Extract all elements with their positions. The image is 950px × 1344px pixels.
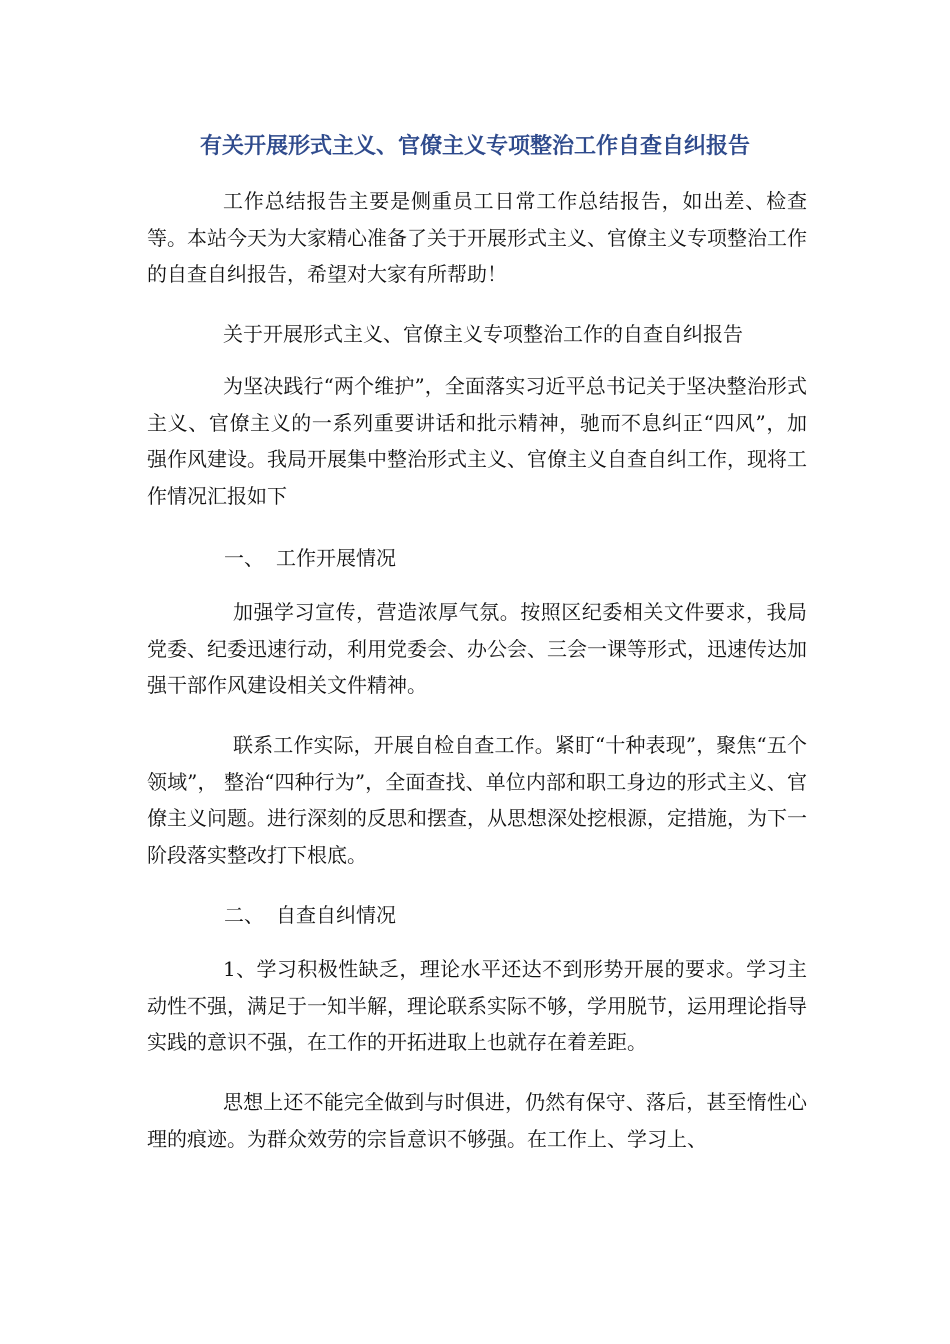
section-number: 二、 bbox=[224, 903, 264, 927]
document-title: 有关开展形式主义、官僚主义专项整治工作自查自纠报告 bbox=[199, 134, 750, 159]
section-heading-2 bbox=[224, 897, 396, 934]
intro-paragraph: 工作总结报告主要是侧重员工日常工作总结报告，如出差、检查等。本站今天为大家精心准备了关于开展形式主义、官僚主义专项整治工作的自查自纠报告，希望对大家有所帮助！ bbox=[147, 189, 807, 286]
section-heading-text: 自查自纠情况 bbox=[276, 903, 396, 927]
preamble-paragraph: 为坚决践行“两个维护”，全面落实习近平总书记关于坚决整治形式主义、官僚主义的一系列重要讲话和批示精神，驰而不息纠正“四风”，加强作风建设。我局开展集中整治形式主义、官僚主义自查自纠工作，现将工作情况汇报如下 bbox=[147, 374, 807, 508]
section2-paragraph-1: 1、学习积极性缺乏，理论水平还达不到形势开展的要求。学习主动性不强，满足于一知半解，理论联系实际不够，学用脱节，运用理论指导实践的意识不强，在工作的开拓进取上也就存在着差距。 bbox=[147, 957, 807, 1054]
section1-paragraph-2: 联系工作实际，开展自检自查工作。紧盯“十种表现”，聚焦“五个领域”， 整治“四种行为”，全面查找、单位内部和职工身边的形式主义、官僚主义问题。进行深刻的反思和摆查，从思想深处挖根源，定措施，为下一阶段落实整改打下根底。 bbox=[147, 733, 807, 867]
section1-paragraph-1: 加强学习宣传，营造浓厚气氛。按照区纪委相关文件要求，我局党委、纪委迅速行动，利用党委会、办公会、三会一课等形式，迅速传达加强干部作风建设相关文件精神。 bbox=[147, 600, 807, 697]
section-number: 一、 bbox=[224, 546, 264, 570]
subtitle-paragraph: 关于开展形式主义、官僚主义专项整治工作的自查自纠报告 bbox=[223, 322, 743, 346]
section2-paragraph-2: 思想上还不能完全做到与时俱进，仍然有保守、落后，甚至惰性心理的痕迹。为群众效劳的宗旨意识不够强。在工作上、学习上、 bbox=[147, 1090, 807, 1151]
section-heading-1 bbox=[224, 540, 396, 577]
section-heading-text: 工作开展情况 bbox=[276, 546, 396, 570]
